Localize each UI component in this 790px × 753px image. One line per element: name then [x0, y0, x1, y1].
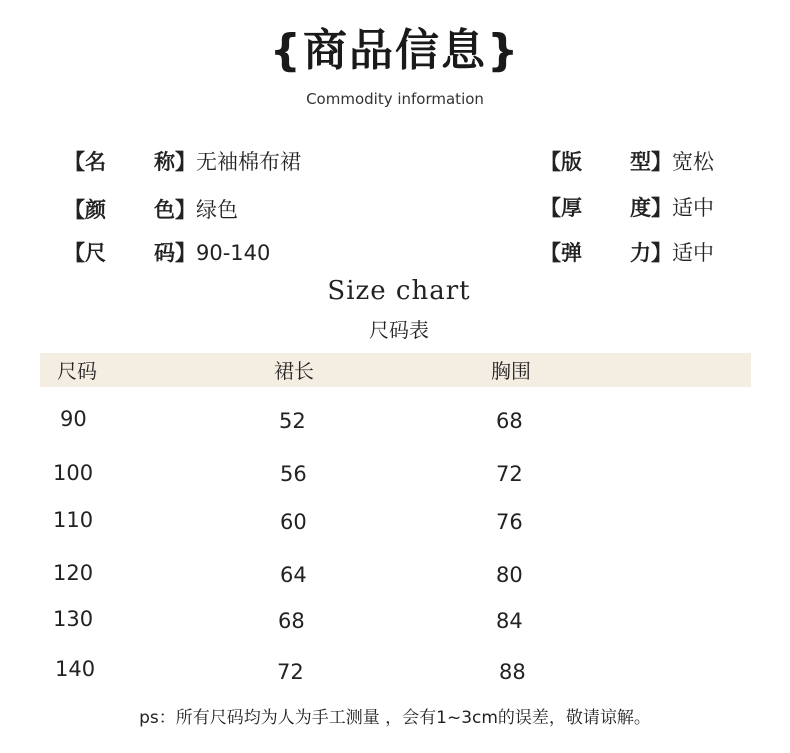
header-size: 尺码	[57, 359, 97, 383]
size-chart-subtitle: 尺码表	[369, 318, 429, 342]
info-value: 90-140	[196, 241, 271, 265]
table-cell-length: 52	[279, 409, 306, 433]
info-label: 【颜	[64, 198, 106, 222]
table-cell-size: 90	[60, 407, 87, 431]
table-cell-bust: 88	[499, 660, 526, 684]
info-label: 【尺	[64, 241, 106, 265]
page-subtitle: Commodity information	[306, 90, 484, 108]
table-cell-length: 72	[277, 660, 304, 684]
info-color	[64, 194, 238, 224]
info-value: 绿色	[196, 198, 238, 222]
info-label: 【厚	[540, 196, 582, 220]
table-cell-size: 120	[53, 561, 94, 585]
table-cell-size: 140	[55, 657, 96, 681]
table-cell-bust: 72	[496, 462, 523, 486]
page-title: {商品信息}	[269, 25, 521, 76]
info-elasticity	[540, 237, 714, 267]
table-cell-bust: 84	[496, 609, 523, 633]
table-cell-length: 68	[278, 609, 305, 633]
table-cell-length: 64	[280, 563, 307, 587]
info-label: 【名	[64, 150, 106, 174]
header-bust: 胸围	[491, 359, 531, 383]
table-cell-bust: 68	[496, 409, 523, 433]
info-label: 【版	[540, 150, 582, 174]
table-cell-size: 110	[53, 508, 94, 532]
header-length: 裙长	[274, 359, 314, 383]
info-value: 宽松	[672, 150, 714, 174]
info-label: 色】	[154, 198, 196, 222]
measurement-note: ps：所有尺码均为人为手工测量 ，会有1~3cm的误差，敬请谅解。	[139, 708, 651, 728]
info-label: 【弹	[540, 241, 582, 265]
table-cell-bust: 76	[496, 510, 523, 534]
info-value: 适中	[672, 196, 714, 220]
info-thickness	[540, 192, 714, 222]
table-cell-length: 60	[280, 510, 307, 534]
info-value: 适中	[672, 241, 714, 265]
info-name	[64, 146, 301, 176]
info-label: 称】	[154, 150, 196, 174]
table-cell-length: 56	[280, 462, 307, 486]
info-value: 无袖棉布裙	[196, 150, 301, 174]
info-size	[64, 237, 270, 267]
info-fit	[540, 146, 714, 176]
table-cell-size: 100	[53, 461, 94, 485]
table-cell-bust: 80	[496, 563, 523, 587]
info-label: 度】	[630, 196, 672, 220]
table-cell-size: 130	[53, 607, 94, 631]
size-table-header	[40, 353, 751, 387]
info-label: 型】	[630, 150, 672, 174]
size-chart-title: Size chart	[327, 276, 471, 306]
info-label: 码】	[154, 241, 196, 265]
info-label: 力】	[630, 241, 672, 265]
